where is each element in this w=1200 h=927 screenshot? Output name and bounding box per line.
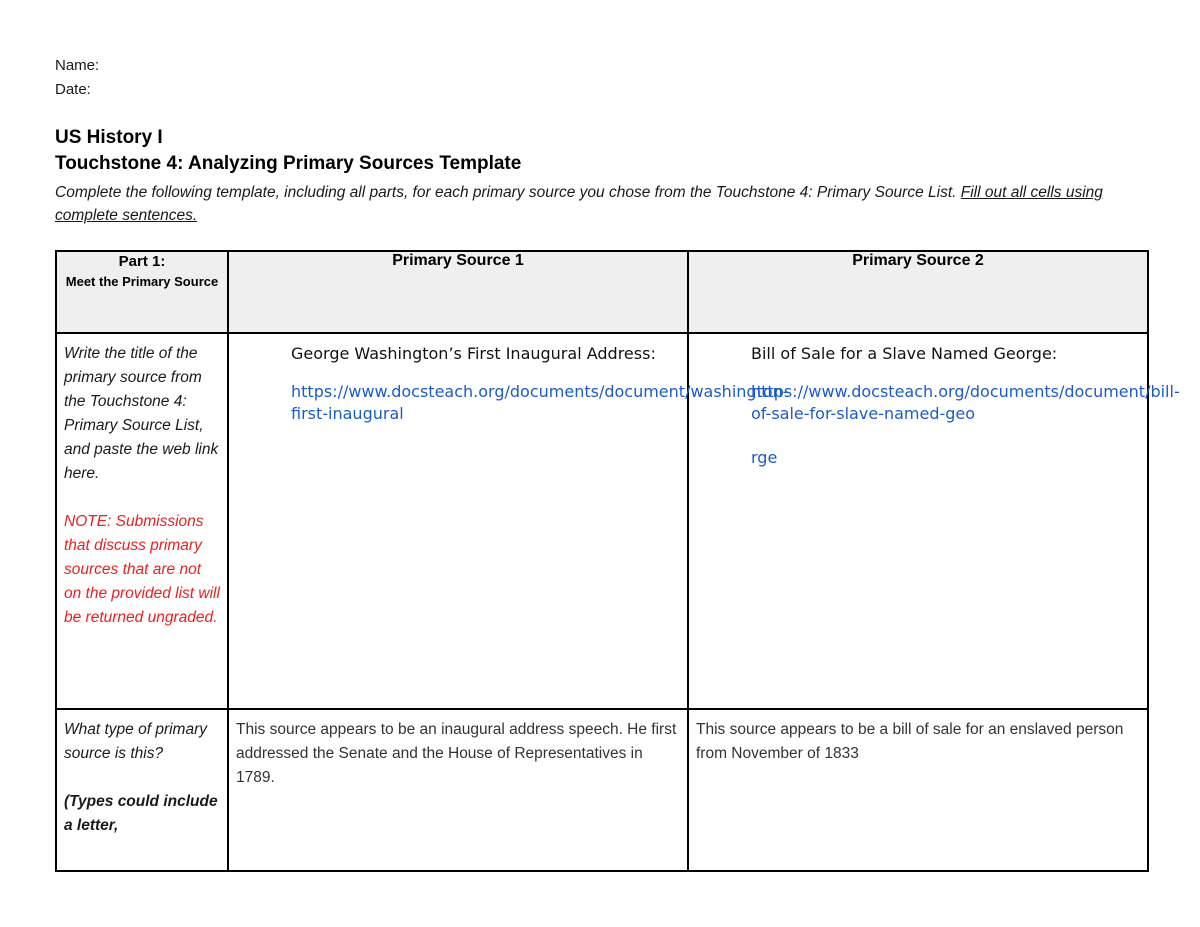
column-header-source-2 <box>688 251 1148 333</box>
table-header-row <box>56 251 1148 333</box>
table-row <box>56 333 1148 709</box>
part-header-cell <box>56 251 228 333</box>
answer-2-cell[interactable] <box>688 709 1148 871</box>
column-header-label: Primary Source 2 <box>852 252 984 269</box>
column-header-label: Primary Source 1 <box>392 252 524 269</box>
note-text: NOTE: Submissions that discuss primary sources that are not on the provided list will be returned ungraded. <box>64 513 220 626</box>
column-header-source-1 <box>228 251 688 333</box>
prompt-text-block <box>57 710 227 844</box>
source-1-link[interactable]: https://www.docsteach.org/documents/document/washington-first-inaugural <box>291 382 789 423</box>
source-2-title: Bill of Sale for a Slave Named George: <box>751 344 1058 363</box>
instructions-text: Complete the following template, including all parts, for each primary source you chose from the Touchstone 4: Primary Source List. <box>55 184 957 201</box>
page-title: Touchstone 4: Analyzing Primary Sources Template <box>55 153 522 174</box>
prompt-text: Write the title of the primary source from the Touchstone 4: Primary Source List, and paste the web link here. <box>64 345 219 482</box>
prompt-cell <box>56 333 228 709</box>
source-2-cell[interactable] <box>688 333 1180 709</box>
course-title: US History I <box>55 127 163 148</box>
source-2-content <box>689 334 1180 477</box>
source-1-content <box>229 334 789 433</box>
source-1-title: George Washington’s First Inaugural Address: <box>291 344 656 363</box>
prompt-text: What type of primary source is this? <box>64 721 207 762</box>
prompt-hint: (Types could include a letter, <box>64 793 218 834</box>
answer-2-text: This source appears to be a bill of sale for an enslaved person from November of 1833 <box>696 721 1124 762</box>
source-2-link[interactable] <box>751 381 1180 469</box>
answer-1-cell[interactable] <box>228 709 688 871</box>
name-label: Name: <box>55 57 100 74</box>
part-label: Part 1: <box>118 253 166 270</box>
date-label: Date: <box>55 81 91 98</box>
instructions-emphasis: Fill out all cells using complete sentences. <box>55 184 1103 224</box>
primary-source-table <box>55 250 1180 872</box>
instructions <box>55 181 1150 227</box>
table-row <box>56 709 1148 871</box>
part-subtitle: Meet the Primary Source <box>65 274 219 289</box>
prompt-text-block <box>57 334 227 636</box>
source-2-link-main: https://www.docsteach.org/documents/document/bill-of-sale-for-slave-named-geo <box>751 382 1180 423</box>
source-2-link-tail: rge <box>751 448 778 467</box>
source-1-cell[interactable] <box>228 333 789 709</box>
answer-1-text: This source appears to be an inaugural address speech. He first addressed the Senate and the House of Representatives in 1789. <box>236 721 677 786</box>
prompt-cell <box>56 709 228 871</box>
